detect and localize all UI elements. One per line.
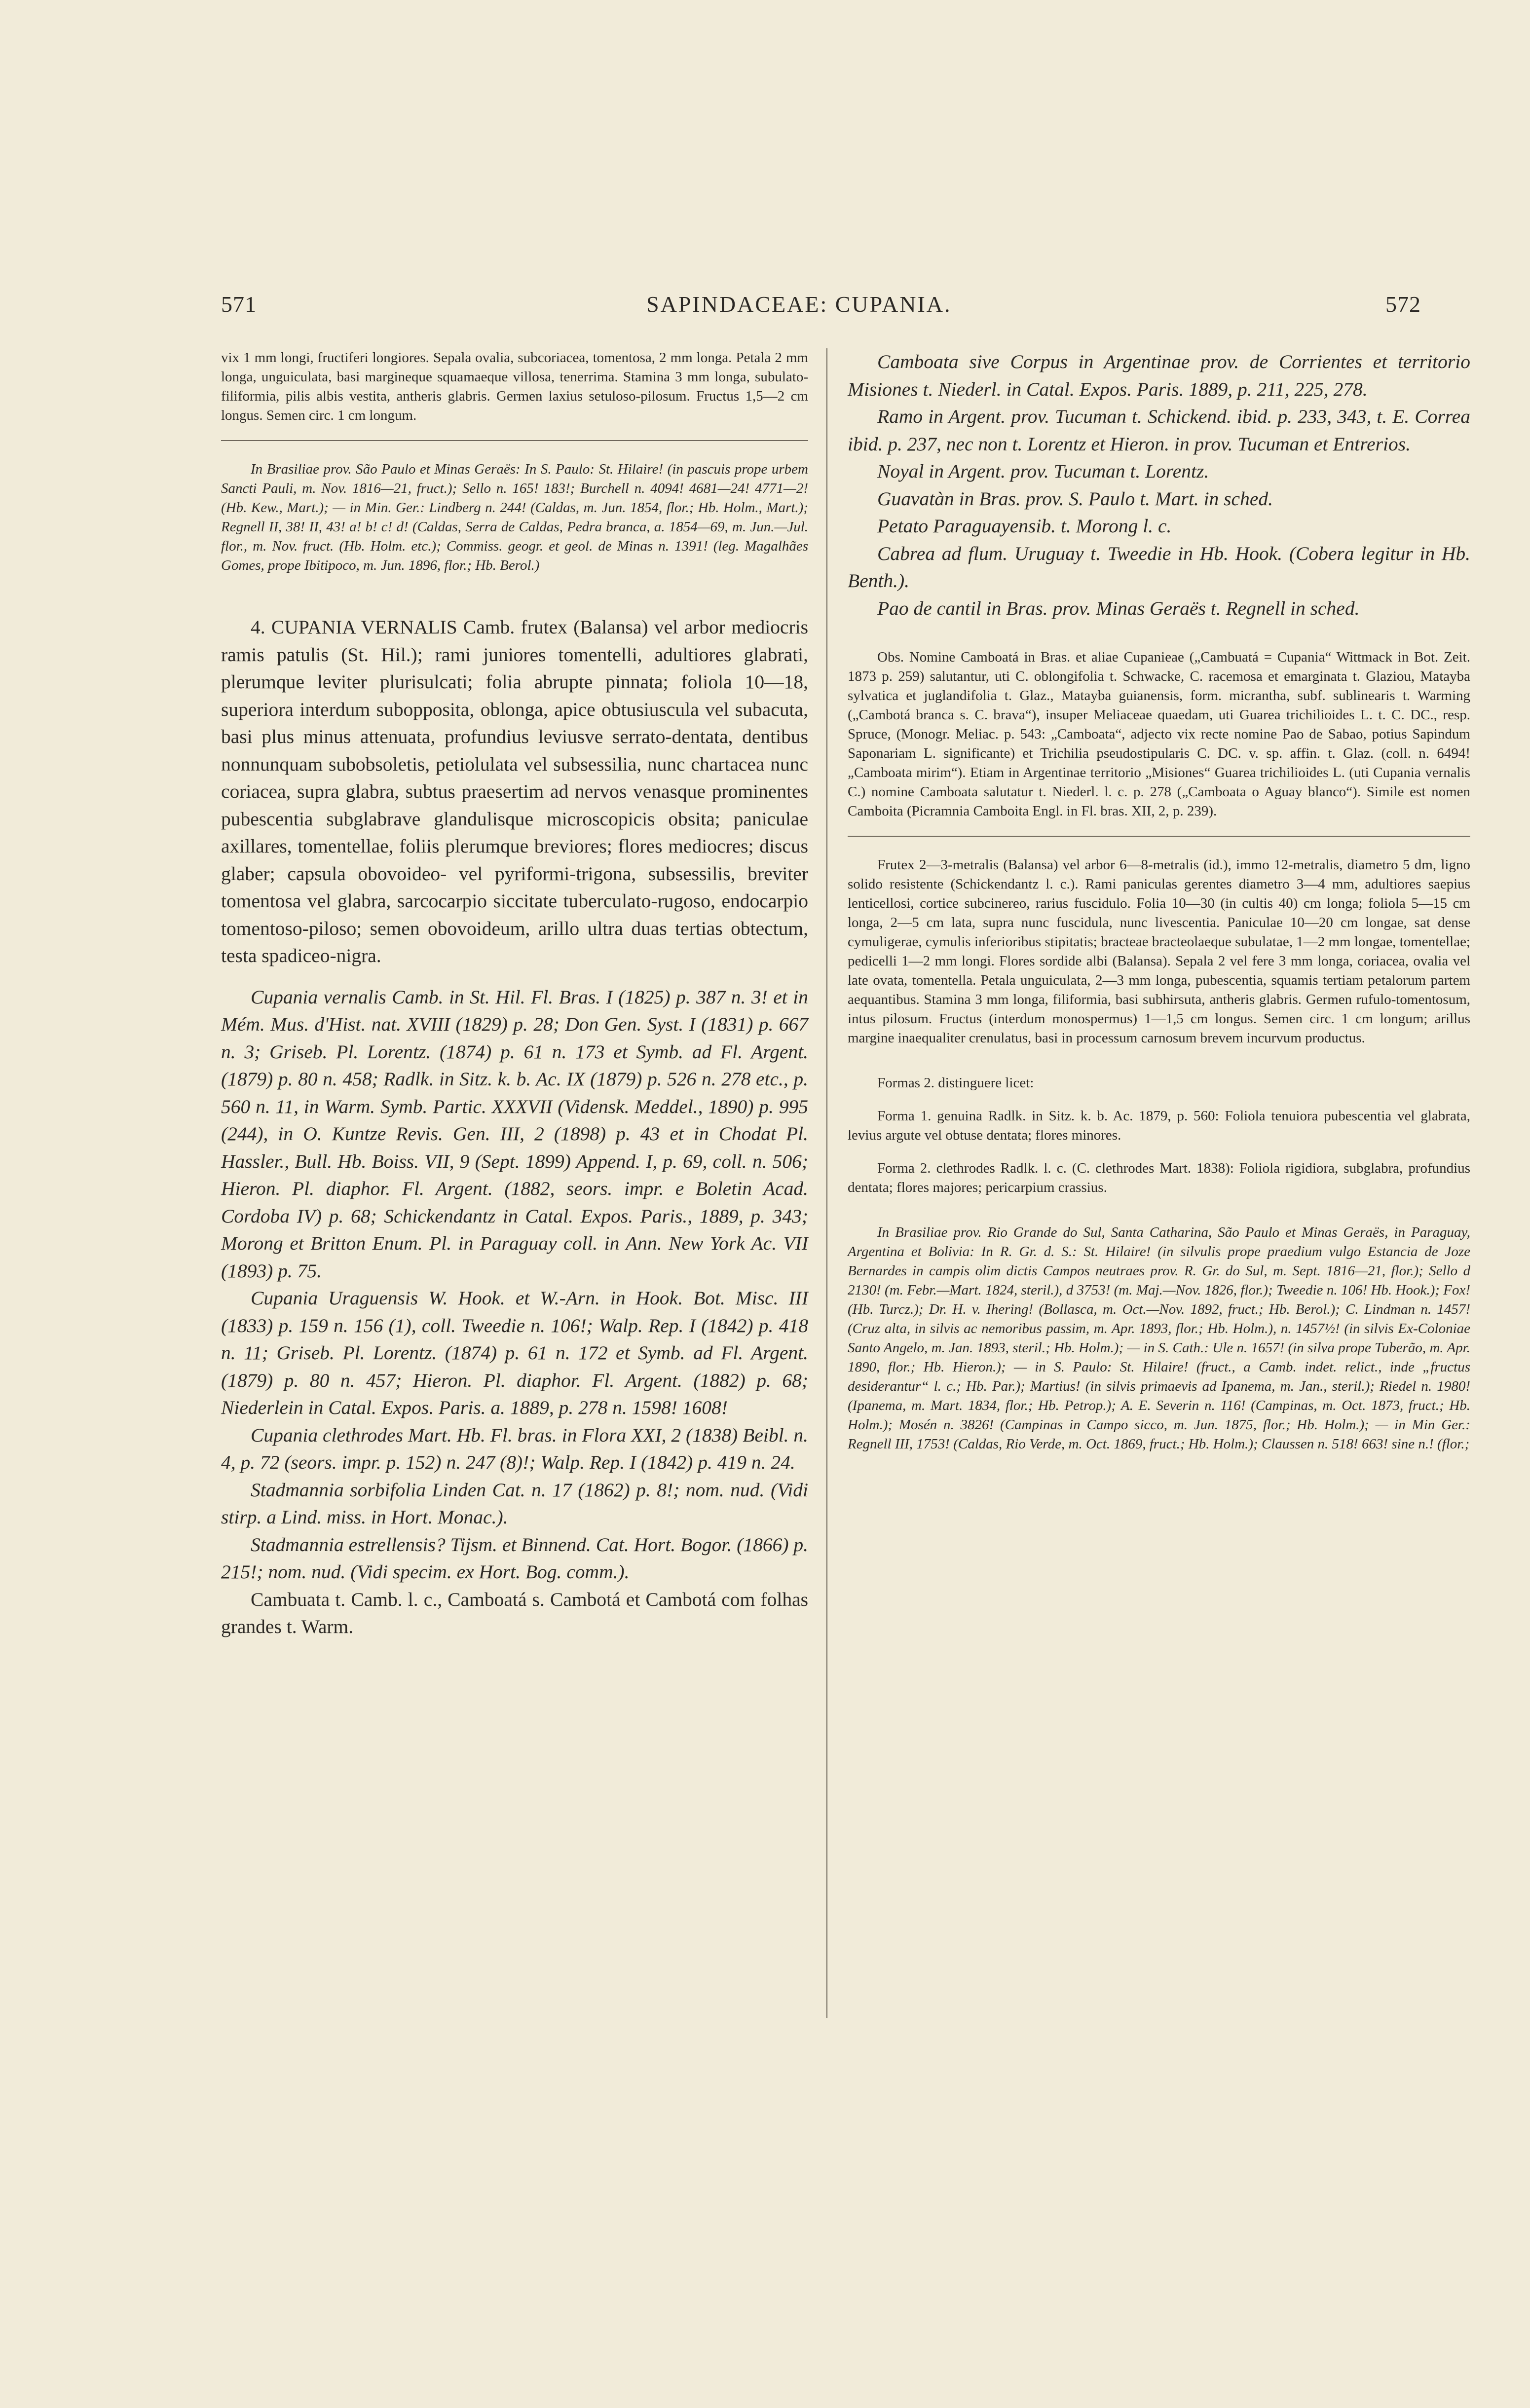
description-continuation: vix 1 mm longi, fructiferi longiores. Sepala ovalia, subcoriacea, tomentosa, 2 mm longa. Petala 2 mm longa, unguiculata, basi margineque squamaeque villosa, tenerrima. Stamina 3 mm longa, subulato-filiformia, pilis albis vestita, antheris glabris. Germen laxius setuloso-pilosum. Fructus 1,5—2 cm longus. Semen circ. 1 cm longum. [221,350,808,423]
vernacular-name-entry: Pao de cantil in Bras. prov. Minas Geraës t. Regnell in sched. [877,597,1360,619]
observation-note: Obs. Nomine Camboatá in Bras. et aliae Cupanieae („Cambuatá = Cupania“ Wittmack in Bot. Zeit. 1873 p. 259) salutantur, uti C. oblongifolia t. Schwacke, C. racemosa et emarginata t. Glaziou, Matayba sylvatica et juglandifolia t. Glaz., Matayba guianensis, form. micrantha, subf. sublinearis t. Warming („Cambotá branca s. C. brava“), insuper Meliaceae quaedam, uti Guarea trichilioides L. t. C. DC., resp. Spruce, (Monogr. Meliac. p. 543: „Camboata“, adjecto vix recte nomine Pao de Sabao, potius Sapindum Saponariam L. significante) et Trichilia pseudostipularis C. DC. v. sp. affin. t. Glaz. (coll. n. 6494! „Camboata mirim“). Etiam in Argentinae territorio „Misiones“ Guarea trichilioides L. (uti Cupania vernalis C.) nomine Camboata salutatur t. Niederl. l. c. p. 278 („Camboata o Aguay blanco“). Simile est nomen Camboita (Picramnia Camboita Engl. in Fl. bras. XII, 2, p. 239). [848,649,1470,819]
page-header [0,291,1530,326]
synonym-entry: Cupania vernalis Camb. in St. Hil. Fl. Bras. I (1825) p. 387 n. 3! et in Mém. Mus. d'Hist. nat. XVIII (1829) p. 28; Don Gen. Syst. I (1831) p. 667 n. 3; Griseb. Pl. Lorentz. (1874) p. 61 n. 173 et Symb. ad Fl. Argent. (1879) p. 80 n. 458; Radlk. in Sitz. k. b. Ac. IX (1879) p. 526 n. 278 etc., p. 560 n. 11, in Warm. Symb. Partic. XXXVII (Vidensk. Meddel., 1890) p. 995 (244), in O. Kuntze Revis. Gen. III, 2 (1898) p. 43 et in Chodat Pl. Hassler., Bull. Hb. Boiss. VII, 9 (Sept. 1899) Append. I, p. 69, coll. n. 506; Hieron. Pl. diaphor. Fl. Argent. (1882, seors. impr. e Boletin Acad. Cordoba IV) p. 68; Schickendantz in Catal. Expos. Paris., 1889, p. 343; Morong et Britton Enum. Pl. in Paraguay coll. in Ann. New York Ac. VII (1893) p. 75. [221,986,808,1282]
page-number-right: 572 [1385,292,1421,317]
distribution-localities: In Brasiliae prov. São Paulo et Minas Geraës: In S. Paulo: St. Hilaire! (in pascuis prope urbem Sancti Pauli, m. Nov. 1816—21, fruct.); Sello n. 165! 183!; Burchell n. 4094! 4681—24! 4771—2! (Hb. Kew., Mart.); — in Min. Ger.: Lindberg n. 244! (Caldas, m. Jun. 1854, flor.; Hb. Holm., Mart.); Regnell II, 38! II, 43! a! b! c! d! (Caldas, Serra de Caldas, Pedra branca, a. 1854—69, m. Jun.—Jul. flor., m. Nov. fruct. (Hb. Holm. etc.); Commiss. geogr. et geol. de Minas n. 1391! (leg. Magalhães Gomes, prope Ibitipoco, m. Jun. 1896, flor.; Hb. Berol.) [221,461,808,573]
species-heading: 4. CUPANIA VERNALIS Camb. frutex (Balansa) vel arbor mediocris ramis patulis (St. Hil.); rami juniores tomentelli, adultiores glabrati, plerumque leviter plurisulcati; folia abrupte pinnata; foliola 10—18, superiora interdum subopposita, oblonga, apice obtusiuscula vel subacuta, basi plus minus attenuata, profundius leviusve serrato-dentata, dentibus nonnunquam subobsoletis, petiolulata vel subsessilia, nunc chartacea nunc coriacea, supra glabra, subtus praesertim ad nervos venasque prominentes pubescentia subglabrave glandulisque microscopicis obsita; paniculae axillares, tomentellae, foliis plerumque breviores; flores mediocres; discus glaber; capsula obovoideo- vel pyriformi-trigona, subsessilis, breviter tomentosa vel glabra, sarcocarpio siccitate tuberculato-rugoso, endocarpio tomentoso-piloso; semen obovoideum, arillo ultra duas tertias obtectum, testa spadiceo-nigra. [221,616,808,966]
vernacular-name-entry: Petato Paraguayensib. t. Morong l. c. [877,515,1172,537]
vernacular-name-entry: Cambuata t. Camb. l. c., Camboatá s. Cambotá et Cambotá com folhas grandes t. Warm. [221,1588,808,1637]
running-title: SAPINDACEAE: CUPANIA. [646,292,952,317]
vernacular-name-entry: Ramo in Argent. prov. Tucuman t. Schickend. ibid. p. 233, 343, t. E. Correa ibid. p. 237, nec non t. Lorentz et Hieron. in prov. Tucuman et Entrerios. [848,406,1470,455]
synonym-entry: Stadmannia estrellensis? Tijsm. et Binnend. Cat. Hort. Bogor. (1866) p. 215!; nom. nud. (Vidi specim. ex Hort. Bog. comm.). [221,1533,808,1583]
distribution-localities: In Brasiliae prov. Rio Grande do Sul, Santa Catharina, São Paulo et Minas Geraës, in Paraguay, Argentina et Bolivia: In R. Gr. d. S.: St. Hilaire! (in silvulis prope praedium vulgo Estancia de Joze Bernardes in campis olim dictis Campos neutraes prov. R. Gr. do Sul, m. Sept. 1816—21, flor.); Sello d 2130! (m. Febr.—Mart. 1824, steril.), d 3753! (m. Maj.—Nov. 1826, flor.); Tweedie n. 106! Hb. Hook.); Fox! (Hb. Turcz.); Dr. H. v. Ihering! (Bollasca, m. Oct.—Nov. 1892, fruct.; Hb. Berol.); C. Lindman n. 1457! (Cruz alta, in silvis ac nemoribus passim, m. Apr. 1893, flor.; Hb. Holm.), n. 1457½! (in silvis Ex-Coloniae Santo Angelo, m. Jan. 1893, steril.; Hb. Holm.); — in S. Cath.: Ule n. 1657! (in silva prope Tuberão, m. Apr. 1890, flor.; Hb. Hieron.); — in S. Paulo: St. Hilaire! (fruct., a Camb. indet. relict., inde „fructus desiderantur“ l. c.; Hb. Par.); Martius! (in silvis primaevis ad Ipanema, m. Jan., steril.); Riedel n. 1980! (Ipanema, m. Mart. 1834, flor.; Hb. Petrop.); A. E. Severin n. 116! (Campinas, m. Oct. 1873, fruct.; Hb. Holm.); Mosén n. 3826! (Campinas in Campo sicco, m. Jun. 1875, flor.; Hb. Holm.); — in Min Ger.: Regnell III, 1753! (Caldas, Rio Verde, m. Oct. 1869, fruct.; Hb. Holm.); Claussen n. 518! 663! sine n.! (flor.; [848,1224,1470,1452]
synonym-entry: Cupania Uraguensis W. Hook. et W.-Arn. in Hook. Bot. Misc. III (1833) p. 159 n. 156 (1), coll. Tweedie n. 106!; Walp. Rep. I (1842) p. 418 n. 11; Griseb. Pl. Lorentz. (1874) p. 61 n. 172 et Symb. ad Fl. Argent. (1879) p. 80 n. 457; Hieron. Pl. diaphor. Fl. Argent. (1882) p. 68; Niederlein in Catal. Expos. Paris. a. 1889, p. 278 n. 1598! 1608! [221,1287,808,1418]
column-divider [826,348,827,2018]
right-column [848,348,1470,1454]
vernacular-name-entry: Noyal in Argent. prov. Tucuman t. Lorentz. [877,460,1209,482]
detailed-description: Frutex 2—3-metralis (Balansa) vel arbor 6—8-metralis (id.), immo 12-metralis, diametro 5 dm, ligno solido resistente (Schickendantz l. c.). Rami paniculas gerentes diametro 3—4 mm, adultiores saepius lenticellosi, cortice subcinereo, rarius fuscidulo. Folia 10—30 (in cultis 40) cm longa; foliola 5—15 cm longa, 2—5 cm lata, supra nunc fuscidula, nunc livescentia. Paniculae 10—20 cm longae, sat dense cymuligerae, cymulis inferioribus stipitatis; bracteae bracteolaeque subulatae, 1—2 mm longae, tomentellae; pedicelli 1—2 mm longi. Flores sordide albi (Balansa). Sepala 2 vel fere 3 mm longa, coriacea, ovalia vel late ovata, tomentella. Petala unguiculata, 2—3 mm longa, pubescentia, squamis tertiam petalorum partem aequantibus. Stamina 3 mm longa, filiformia, basi subhirsuta, antheris glabris. Germen rufulo-tomentosum, intus pilosum. Fructus (interdum monospermus) 1—1,5 cm longus. Semen circ. 1 cm longum; arillus margine inaequaliter crenulatus, basi in processum carnosum brevem incurvum productus. [848,857,1470,1046]
synonym-entry: Stadmannia sorbifolia Linden Cat. n. 17 (1862) p. 8!; nom. nud. (Vidi stirp. a Lind. miss. in Hort. Monac.). [221,1479,808,1528]
page-number-left: 571 [221,292,257,317]
rule-left [221,440,808,441]
vernacular-name-entry: Camboata sive Corpus in Argentinae prov. de Corrientes et territorio Misiones t. Niederl. in Catal. Expos. Paris. 1889, p. 211, 225, 278. [848,351,1470,400]
vernacular-name-entry: Guavatàn in Bras. prov. S. Paulo t. Mart. in sched. [877,487,1273,510]
synonym-entry: Cupania clethrodes Mart. Hb. Fl. bras. in Flora XXI, 2 (1838) Beibl. n. 4, p. 72 (seors. impr. p. 152) n. 247 (8)!; Walp. Rep. I (1842) p. 419 n. 24. [221,1424,808,1473]
forma-2: Forma 2. clethrodes Radlk. l. c. (C. clethrodes Mart. 1838): Foliola rigidiora, subglabra, profundius dentata; flores majores; pericarpium crassius. [848,1160,1470,1195]
rule-right [848,836,1470,837]
left-column [221,348,808,1641]
vernacular-name-entry: Cabrea ad flum. Uruguay t. Tweedie in Hb. Hook. (Cobera legitur in Hb. Benth.). [848,542,1470,592]
forma-1: Forma 1. genuina Radlk. in Sitz. k. b. Ac. 1879, p. 560: Foliola tenuiora pubescentia vel glabrata, levius argute vel obtuse dentata; flores minores. [848,1108,1470,1143]
formae-intro: Formas 2. distinguere licet: [877,1075,1034,1091]
